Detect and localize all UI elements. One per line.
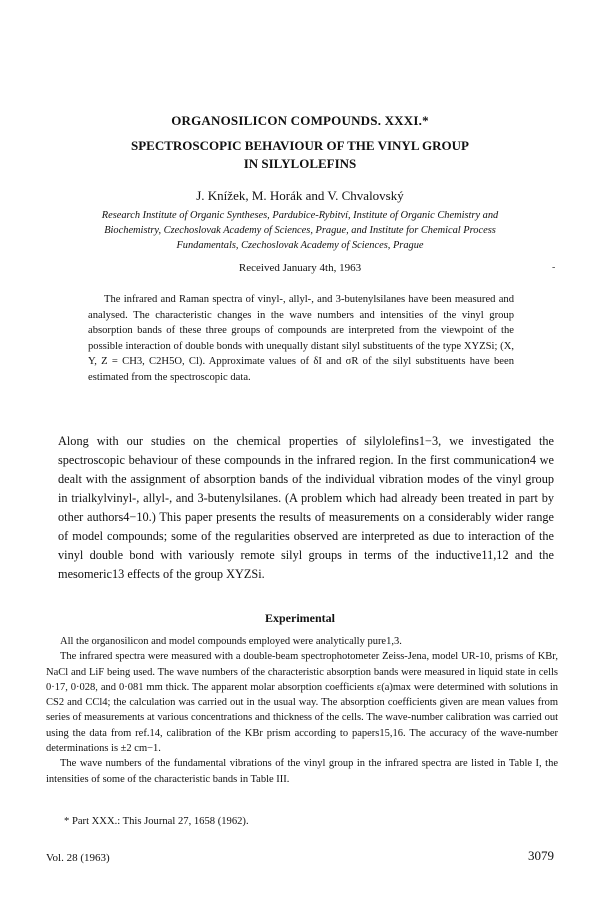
received-date: Received January 4th, 1963 <box>238 262 362 274</box>
affiliation <box>36 208 564 253</box>
paper-title <box>60 137 540 173</box>
experimental-section <box>46 634 558 787</box>
introduction-paragraph: Along with our studies on the chemical properties of silylolefins1−3, we investigated the spectroscopic behaviour of these compounds in the infrared region. In the first communication4 we dealt with the assignment of absorption bands of the individual vibration modes of the vinyl group in trialkylvinyl-, allyl-, and 3-butenylsilanes. (A problem which had already been treated in part by other authors4−10.) This paper presents the results of measurements on a considerably wider range of model compounds; some of the regularities observed are interpreted as due to interaction of the vinyl double bond with variously remote silyl groups in terms of the inductive11,12 and the mesomeric13 effects of the group XYZSi. <box>58 434 554 581</box>
page-number: 3079 <box>528 848 554 863</box>
paper-title-line-2: IN SILYLOLEFINS <box>243 156 357 171</box>
section-heading-experimental: Experimental <box>265 611 335 625</box>
affiliation-line-3: Fundamentals, Czechoslovak Academy of Sciences, Prague <box>176 240 424 251</box>
experimental-paragraph: All the organosilicon and model compounds employed were analytically pure1,3. <box>60 636 402 647</box>
paper-title-line-1: SPECTROSCOPIC BEHAVIOUR OF THE VINYL GROUP <box>131 138 469 153</box>
experimental-paragraph: The infrared spectra were measured with a double-beam spectrophotometer Zeiss-Jena, model UR-10, prisms of KBr, NaCl and LiF being used. The wave numbers of the characteristic absorption bands were measured in liquid state in cells 0·17, 0·028, and 0·081 mm thick. The apparent molar absorption coefficients ε(a)max were determined with solutions in CS2 and CCl4; the calculation was carried out in the usual way. The absorption coefficients given are mean values from series of measurements at various concentrations and thickness of the cells. The wave-number calibration was carried out using the data from ref.14, calibration of the KBr prism according to papers15,16. The accuracy of the wave-number determinations is ±2 cm−1. <box>46 651 558 755</box>
affiliation-line-2: Biochemistry, Czechoslovak Academy of Sciences, Prague, and Institute for Chemical Process <box>104 225 496 236</box>
abstract: The infrared and Raman spectra of vinyl-, allyl-, and 3-butenylsilanes have been measured and analysed. The characteristic changes in the wave numbers and intensities of the vinyl group absorption bands of these three groups of compounds are interpreted from the viewpoint of the possible interaction of double bonds with unequally distant silyl substituents of the type XYZSi; (X, Y, Z = CH3, C2H5O, Cl). Approximate values of δI and σR of the silyl substituents have been estimated from the spectroscopic data. <box>88 294 514 383</box>
margin-mark: - <box>552 262 556 273</box>
series-title: ORGANOSILICON COMPOUNDS. XXXI.* <box>171 113 429 128</box>
volume-info: Vol. 28 (1963) <box>46 852 110 864</box>
authors: J. Knížek, M. Horák and V. Chvalovský <box>196 188 404 203</box>
affiliation-line-1: Research Institute of Organic Syntheses, Pardubice-Rybitví, Institute of Organic Chemistry and <box>101 210 499 221</box>
footnote: * Part XXX.: This Journal 27, 1658 (1962). <box>64 816 249 827</box>
experimental-paragraph: The wave numbers of the fundamental vibrations of the vinyl group in the infrared spectra are listed in Table I, the intensities of some of the characteristic bands in Table III. <box>46 758 558 785</box>
